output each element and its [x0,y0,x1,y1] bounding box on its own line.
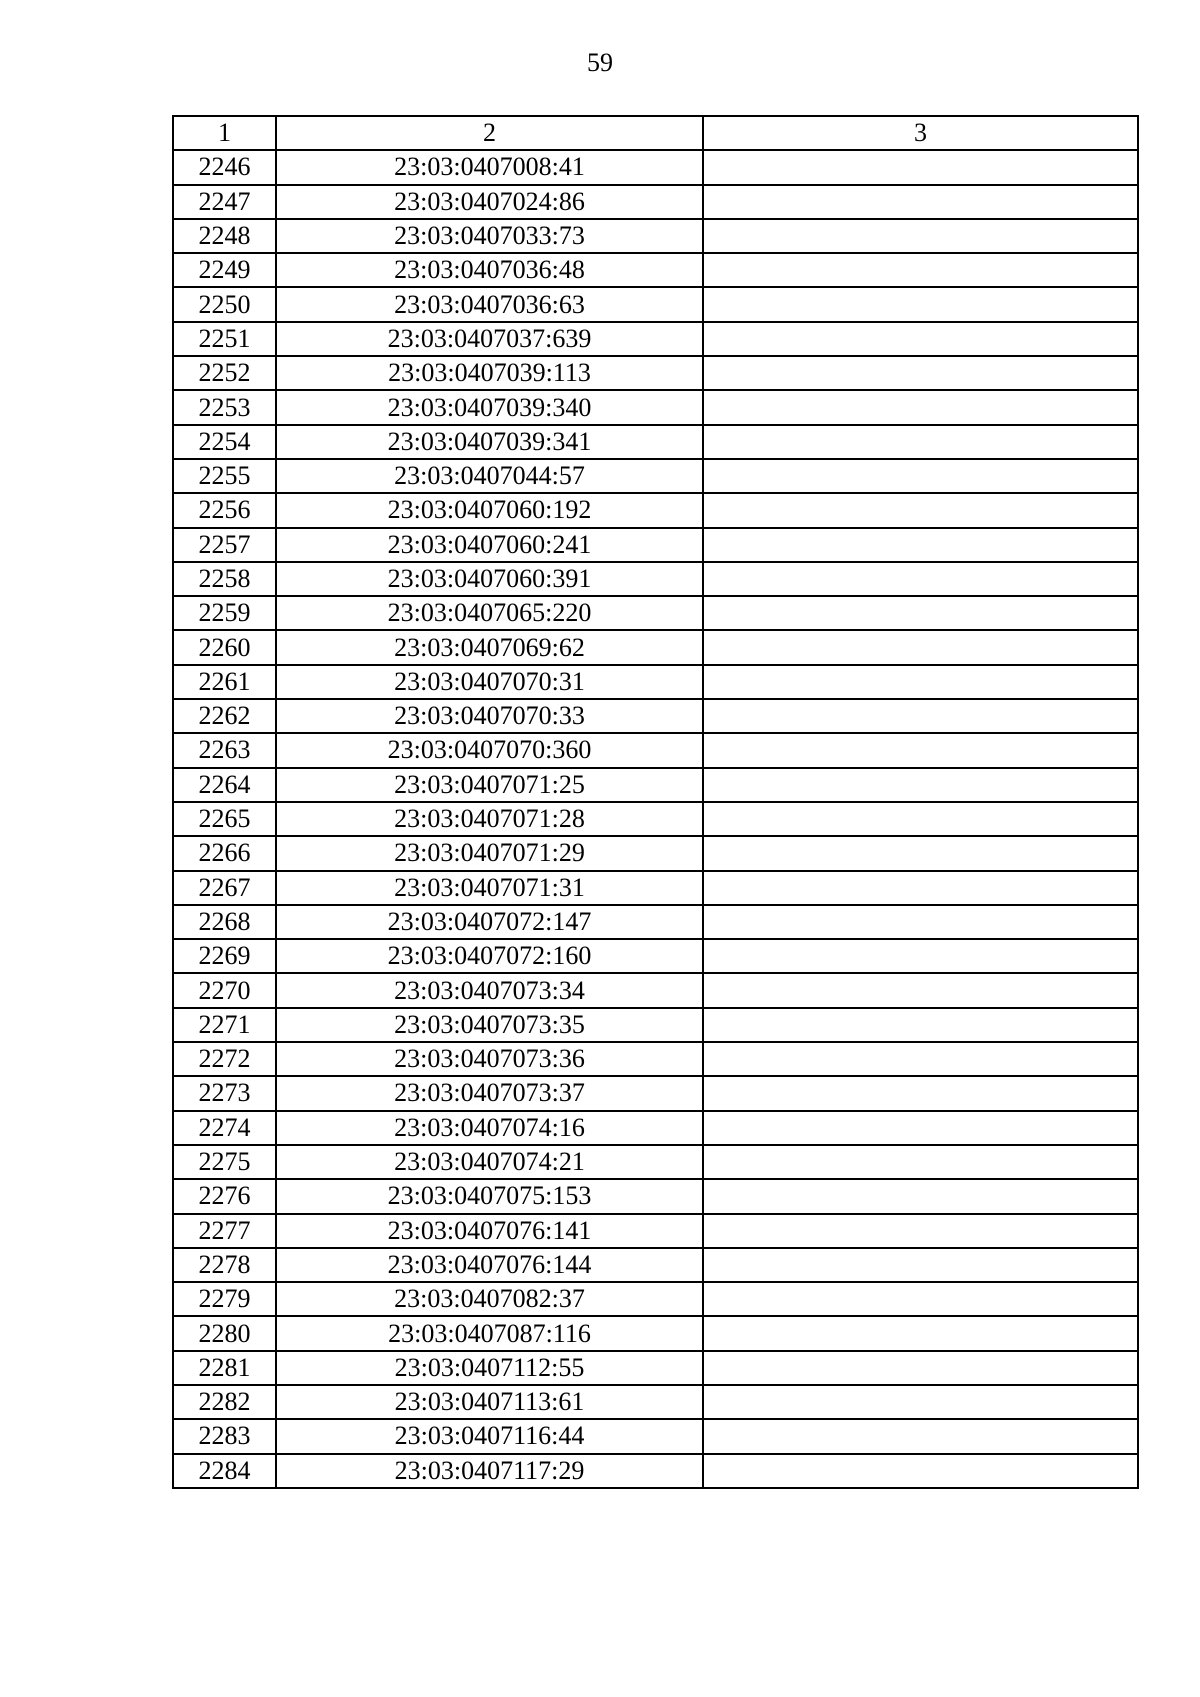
row-number-cell: 2259 [173,596,276,630]
table-row [173,836,1138,870]
note-cell [703,871,1138,905]
note-cell [703,699,1138,733]
row-number-cell: 2257 [173,528,276,562]
row-number-cell: 2253 [173,390,276,424]
note-cell [703,1111,1138,1145]
cadastral-number-cell: 23:03:0407076:141 [276,1214,703,1248]
note-cell [703,150,1138,184]
row-number-cell: 2276 [173,1179,276,1213]
row-number-cell: 2273 [173,1076,276,1110]
table-row [173,699,1138,733]
note-cell [703,1076,1138,1110]
table-row [173,1042,1138,1076]
table-row [173,871,1138,905]
cadastral-number-cell: 23:03:0407082:37 [276,1282,703,1316]
note-cell [703,528,1138,562]
note-cell [703,939,1138,973]
note-cell [703,1008,1138,1042]
row-number-cell: 2275 [173,1145,276,1179]
table-row [173,1316,1138,1350]
cadastral-number-cell: 23:03:0407036:63 [276,287,703,321]
cadastral-number-cell: 23:03:0407071:25 [276,768,703,802]
cadastral-number-cell: 23:03:0407024:86 [276,185,703,219]
row-number-cell: 2274 [173,1111,276,1145]
row-number-cell: 2265 [173,802,276,836]
table-row [173,1179,1138,1213]
table-row [173,1008,1138,1042]
table-row [173,253,1138,287]
note-cell [703,802,1138,836]
cadastral-number-cell: 23:03:0407036:48 [276,253,703,287]
row-number-cell: 2279 [173,1282,276,1316]
note-cell [703,253,1138,287]
cadastral-number-cell: 23:03:0407072:160 [276,939,703,973]
row-number-cell: 2278 [173,1248,276,1282]
row-number-cell: 2254 [173,425,276,459]
cadastral-number-cell: 23:03:0407076:144 [276,1248,703,1282]
cadastral-number-cell: 23:03:0407070:33 [276,699,703,733]
note-cell [703,459,1138,493]
cadastral-number-cell: 23:03:0407071:31 [276,871,703,905]
cadastral-number-cell: 23:03:0407044:57 [276,459,703,493]
table-row [173,665,1138,699]
table-row [173,562,1138,596]
row-number-cell: 2283 [173,1419,276,1453]
row-number-cell: 2258 [173,562,276,596]
row-number-cell: 2247 [173,185,276,219]
row-number-cell: 2252 [173,356,276,390]
row-number-cell: 2264 [173,768,276,802]
cadastral-number-cell: 23:03:0407060:192 [276,493,703,527]
row-number-cell: 2251 [173,322,276,356]
table-row [173,150,1138,184]
table-row [173,425,1138,459]
note-cell [703,1385,1138,1419]
cadastral-number-cell: 23:03:0407039:340 [276,390,703,424]
table-row [173,630,1138,664]
cadastral-number-cell: 23:03:0407073:37 [276,1076,703,1110]
cadastral-number-cell: 23:03:0407037:639 [276,322,703,356]
row-number-cell: 2261 [173,665,276,699]
row-number-cell: 2272 [173,1042,276,1076]
table-row [173,939,1138,973]
note-cell [703,390,1138,424]
note-cell [703,493,1138,527]
row-number-cell: 2260 [173,630,276,664]
row-number-cell: 2277 [173,1214,276,1248]
page-number: 59 [587,48,613,77]
table-row [173,185,1138,219]
cadastral-number-cell: 23:03:0407116:44 [276,1419,703,1453]
cadastral-number-cell: 23:03:0407117:29 [276,1454,703,1488]
note-cell [703,836,1138,870]
cadastral-number-cell: 23:03:0407060:241 [276,528,703,562]
row-number-cell: 2255 [173,459,276,493]
note-cell [703,287,1138,321]
cadastral-number-cell: 23:03:0407112:55 [276,1351,703,1385]
cadastral-number-cell: 23:03:0407074:16 [276,1111,703,1145]
note-cell [703,1214,1138,1248]
note-cell [703,185,1138,219]
row-number-cell: 2280 [173,1316,276,1350]
note-cell [703,1179,1138,1213]
cadastral-number-cell: 23:03:0407073:34 [276,973,703,1007]
row-number-cell: 2262 [173,699,276,733]
note-cell [703,1316,1138,1350]
table-row [173,1385,1138,1419]
cadastral-number-cell: 23:03:0407113:61 [276,1385,703,1419]
row-number-cell: 2269 [173,939,276,973]
row-number-cell: 2270 [173,973,276,1007]
table-row [173,596,1138,630]
row-number-cell: 2284 [173,1454,276,1488]
row-number-cell: 2282 [173,1385,276,1419]
row-number-cell: 2250 [173,287,276,321]
table-row [173,1111,1138,1145]
note-cell [703,768,1138,802]
note-cell [703,356,1138,390]
cadastral-number-cell: 23:03:0407069:62 [276,630,703,664]
table-row [173,459,1138,493]
cadastral-number-cell: 23:03:0407075:153 [276,1179,703,1213]
note-cell [703,322,1138,356]
note-cell [703,1419,1138,1453]
table-row [173,1351,1138,1385]
column-header-2: 2 [276,116,703,150]
note-cell [703,1282,1138,1316]
table-row [173,390,1138,424]
table-row [173,973,1138,1007]
note-cell [703,905,1138,939]
cadastral-number-cell: 23:03:0407070:360 [276,733,703,767]
row-number-cell: 2263 [173,733,276,767]
cadastral-number-cell: 23:03:0407074:21 [276,1145,703,1179]
cadastral-number-cell: 23:03:0407060:391 [276,562,703,596]
cadastral-number-cell: 23:03:0407071:29 [276,836,703,870]
table-row [173,493,1138,527]
note-cell [703,1145,1138,1179]
note-cell [703,1042,1138,1076]
cadastral-number-cell: 23:03:0407087:116 [276,1316,703,1350]
note-cell [703,596,1138,630]
table-row [173,905,1138,939]
cadastral-number-cell: 23:03:0407073:36 [276,1042,703,1076]
table-row [173,1282,1138,1316]
note-cell [703,733,1138,767]
row-number-cell: 2256 [173,493,276,527]
row-number-cell: 2271 [173,1008,276,1042]
row-number-cell: 2248 [173,219,276,253]
table-header-row [173,116,1138,150]
note-cell [703,630,1138,664]
table-row [173,768,1138,802]
cadastral-number-cell: 23:03:0407039:113 [276,356,703,390]
row-number-cell: 2281 [173,1351,276,1385]
note-cell [703,1248,1138,1282]
note-cell [703,425,1138,459]
cadastral-number-cell: 23:03:0407039:341 [276,425,703,459]
cadastral-number-cell: 23:03:0407033:73 [276,219,703,253]
note-cell [703,1351,1138,1385]
row-number-cell: 2246 [173,150,276,184]
note-cell [703,219,1138,253]
note-cell [703,562,1138,596]
table-body [173,150,1138,1488]
cadastral-number-cell: 23:03:0407071:28 [276,802,703,836]
table-row [173,733,1138,767]
note-cell [703,665,1138,699]
table-row [173,1145,1138,1179]
table-row [173,1248,1138,1282]
table-row [173,1214,1138,1248]
row-number-cell: 2267 [173,871,276,905]
cadastral-table [172,115,1139,1489]
table-row [173,287,1138,321]
table-row [173,1076,1138,1110]
cadastral-number-cell: 23:03:0407072:147 [276,905,703,939]
table-row [173,356,1138,390]
column-header-3: 3 [703,116,1138,150]
table-row [173,322,1138,356]
table-row [173,802,1138,836]
row-number-cell: 2268 [173,905,276,939]
table-row [173,1454,1138,1488]
table-row [173,528,1138,562]
note-cell [703,1454,1138,1488]
cadastral-number-cell: 23:03:0407073:35 [276,1008,703,1042]
column-header-1: 1 [173,116,276,150]
cadastral-number-cell: 23:03:0407065:220 [276,596,703,630]
table-row [173,219,1138,253]
row-number-cell: 2266 [173,836,276,870]
cadastral-number-cell: 23:03:0407008:41 [276,150,703,184]
note-cell [703,973,1138,1007]
row-number-cell: 2249 [173,253,276,287]
table-row [173,1419,1138,1453]
cadastral-number-cell: 23:03:0407070:31 [276,665,703,699]
